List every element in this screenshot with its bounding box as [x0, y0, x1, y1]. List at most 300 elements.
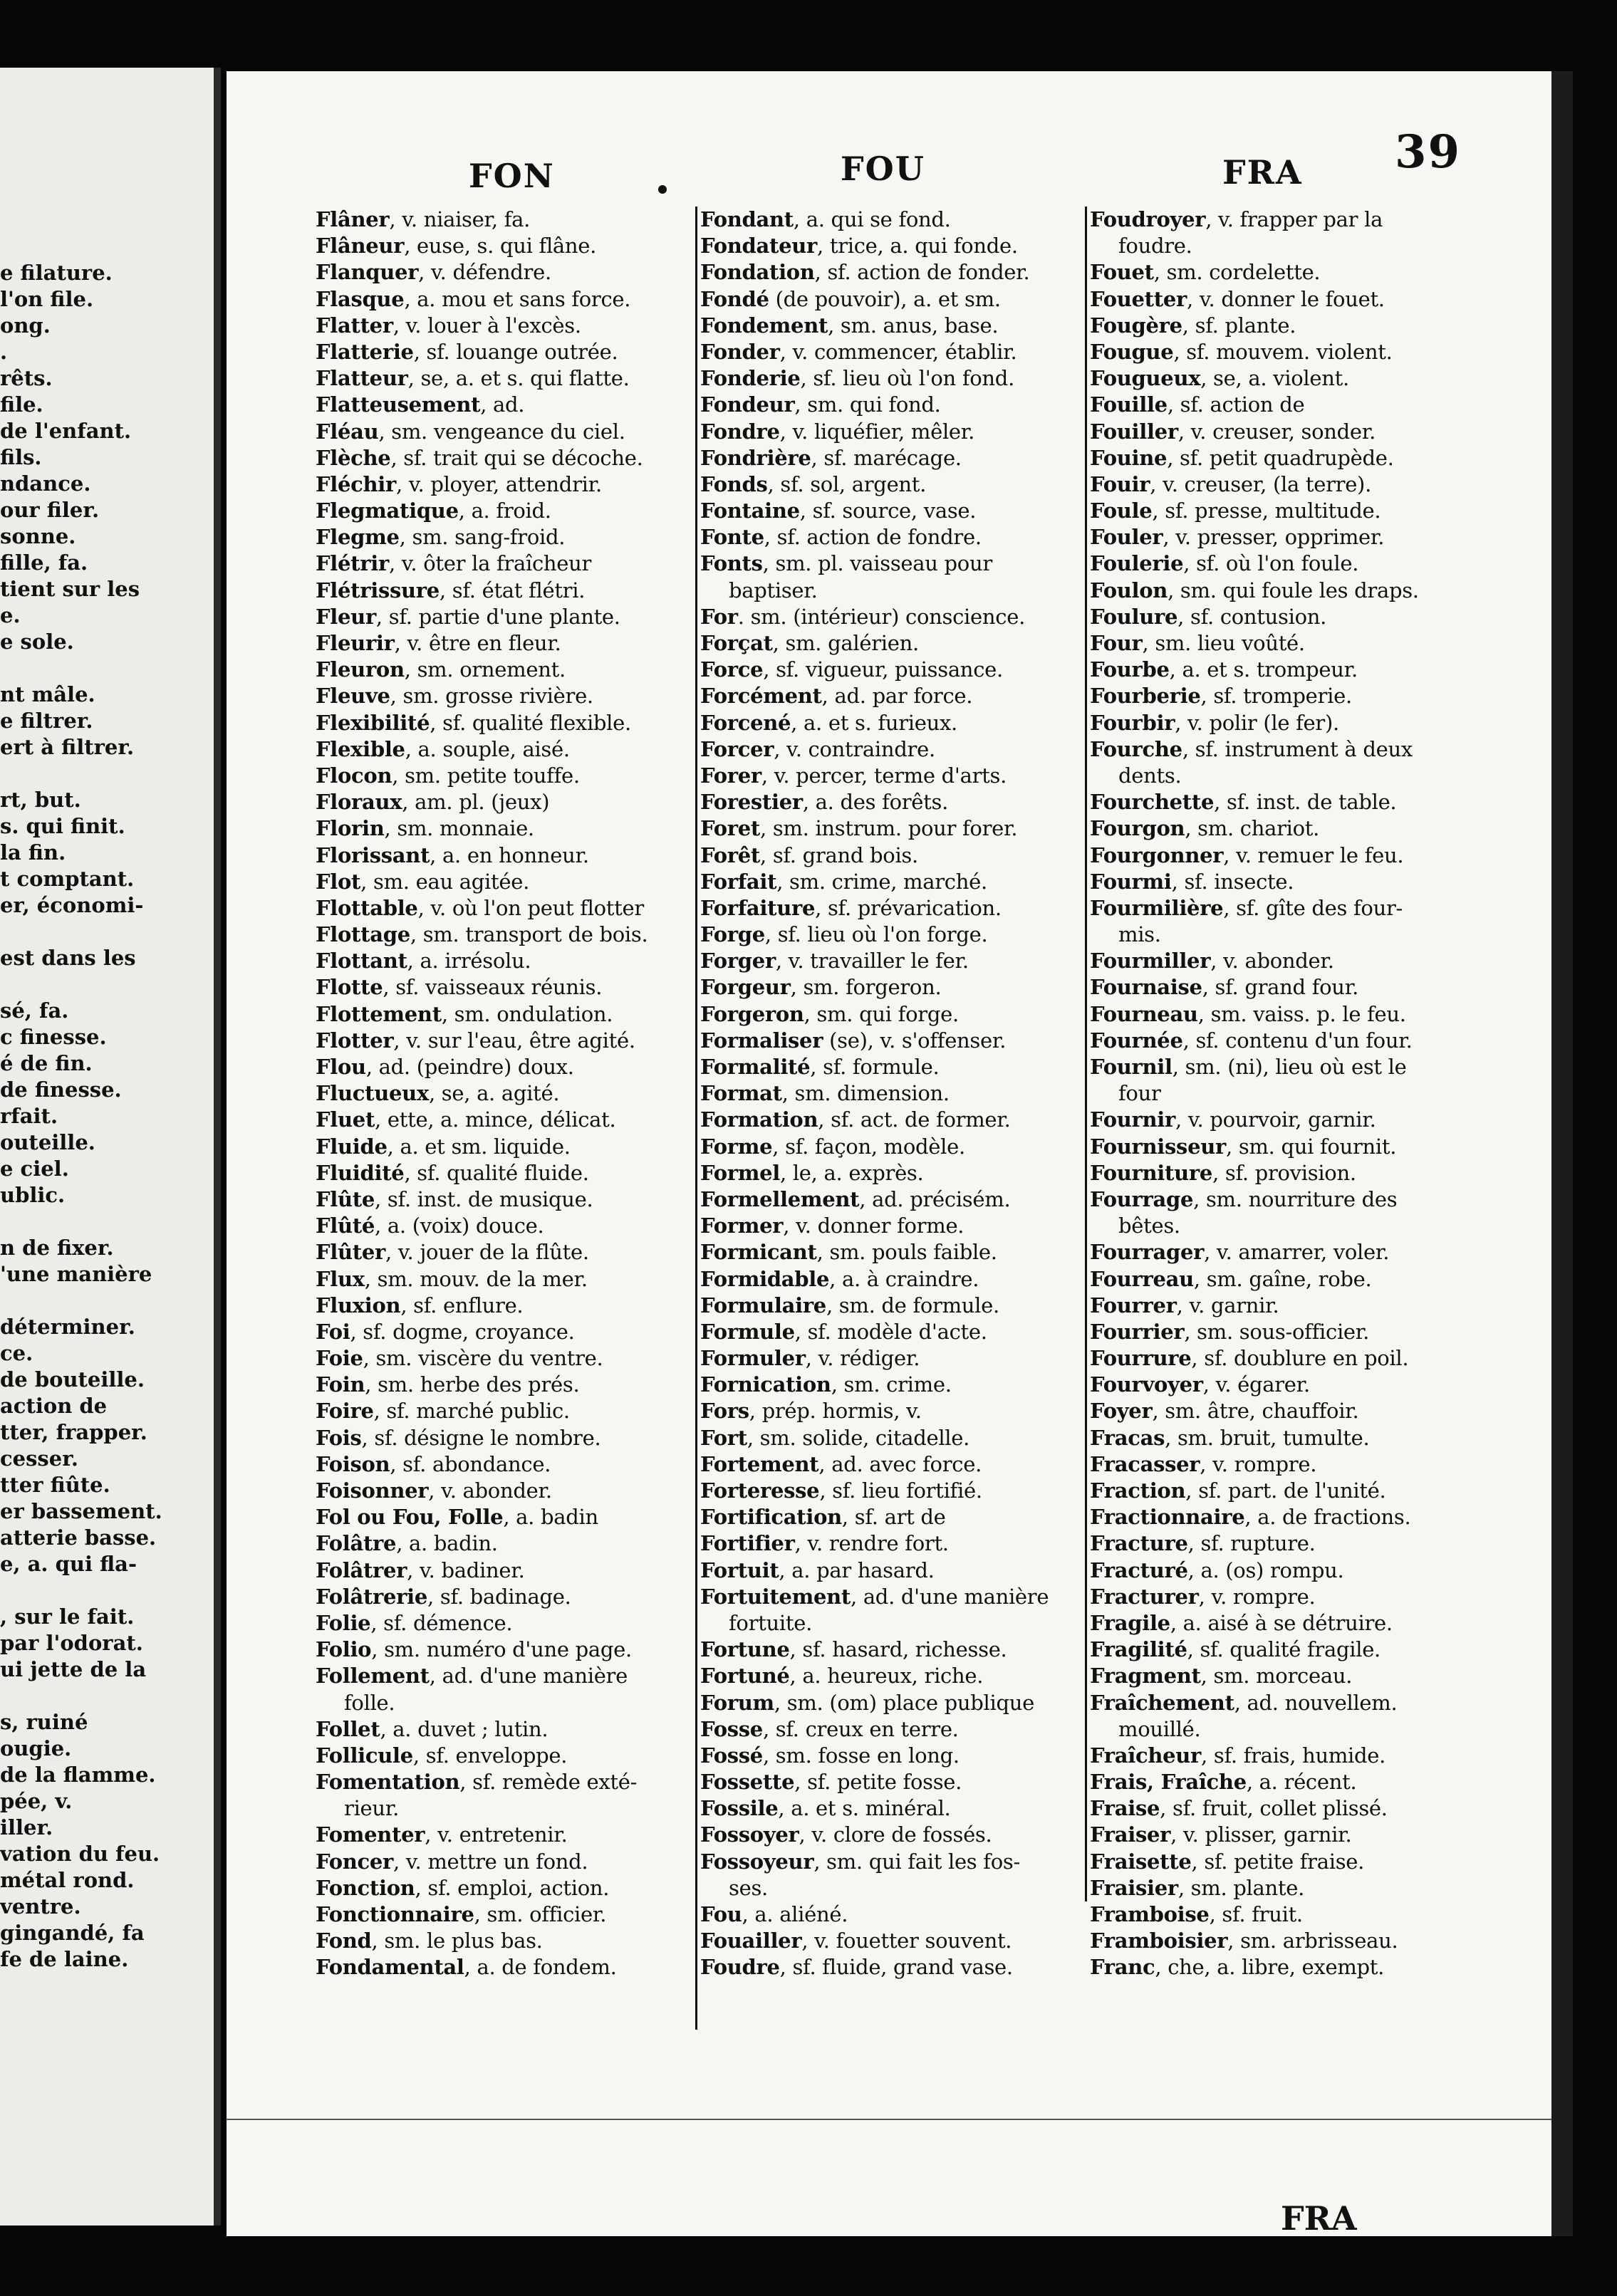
definition: , sm. pouls faible.: [816, 1240, 997, 1265]
headword: Flexibilité: [316, 710, 430, 735]
dictionary-entry: [316, 1610, 711, 1637]
dictionary-entry: [1090, 789, 1489, 815]
headword: Folâtrer: [316, 1557, 407, 1582]
dictionary-entry: [316, 1901, 711, 1928]
definition: , a. et s. minéral.: [778, 1796, 951, 1821]
dictionary-entry: [700, 1954, 1096, 1981]
definition: , sm. qui fait les fos-: [813, 1849, 1020, 1874]
headword: Forgeron: [700, 1001, 804, 1026]
dictionary-entry: [1090, 630, 1489, 657]
left-page-line: 'une manière: [0, 1262, 152, 1286]
definition: , a. de fondem.: [464, 1955, 617, 1980]
left-page-line: t comptant.: [0, 867, 135, 891]
dictionary-entry: [1090, 1557, 1489, 1584]
headword: Flottable: [316, 895, 418, 920]
definition: , sm. forgeron.: [790, 975, 942, 1000]
left-page-line: ventre.: [0, 1894, 81, 1919]
dictionary-entry: [316, 1769, 711, 1795]
left-page-line: de l'enfant.: [0, 419, 132, 443]
left-page-line: e filtrer.: [0, 709, 93, 733]
entry-continuation: [700, 1875, 1096, 1901]
headword: Follicule: [316, 1743, 413, 1768]
dictionary-entry: [1090, 842, 1489, 869]
definition: (de pouvoir), a. et sm.: [769, 286, 1001, 311]
headword: Fournisseur: [1090, 1134, 1226, 1159]
definition: , sf. presse, multitude.: [1152, 499, 1381, 523]
headword: Fort: [700, 1425, 747, 1450]
headword: Fosse: [700, 1716, 763, 1741]
headword: Flétrir: [316, 551, 389, 576]
headword: Flexible: [316, 736, 405, 761]
headword: Fossoyer: [700, 1822, 799, 1847]
definition: , a. irrésolu.: [407, 949, 531, 974]
headword: Flèche: [316, 445, 391, 470]
dictionary-entry: [316, 1319, 711, 1345]
headword: Fourgonner: [1090, 842, 1224, 867]
definition: , v. rompre.: [1198, 1584, 1316, 1609]
dictionary-entry: [700, 1478, 1096, 1504]
definition: , v. être en fleur.: [394, 631, 561, 655]
definition: , euse, s. qui flâne.: [404, 234, 597, 259]
dictionary-entry: [316, 974, 711, 1001]
headword: Formule: [700, 1319, 795, 1344]
headword: Fol ou Fou, Folle: [316, 1505, 504, 1530]
headword: Folie: [316, 1610, 371, 1635]
definition: , ad. avec force.: [818, 1451, 982, 1476]
dictionary-entry: [316, 1637, 711, 1663]
headword: Foudre: [700, 1955, 780, 1980]
definition: , sf. qualité fragile.: [1187, 1637, 1381, 1662]
headword: Fomentation: [316, 1770, 460, 1795]
definition: mouillé.: [1118, 1716, 1201, 1741]
definition: , sm. pl. vaisseau pour: [762, 551, 992, 576]
definition: , v. entretenir.: [425, 1822, 568, 1847]
dictionary-entry: [700, 1080, 1096, 1107]
headword: Foule: [1090, 499, 1153, 523]
definition: , sm. monnaie.: [384, 816, 534, 841]
headword: Fouille: [1090, 392, 1168, 417]
definition: , sf. marécage.: [811, 445, 962, 470]
definition: , ad. nouvellem.: [1234, 1690, 1398, 1715]
headword: Forteresse: [700, 1478, 820, 1503]
definition: , v. creuser, (la terre).: [1150, 471, 1371, 496]
dictionary-entry: [316, 657, 711, 683]
definition: , sf. petite fraise.: [1191, 1849, 1365, 1874]
headword: Foudroyer: [1090, 207, 1206, 231]
dictionary-entry: [1090, 657, 1489, 683]
headword: Force: [700, 657, 764, 682]
definition: , sf. inst. de table.: [1214, 790, 1397, 815]
left-page-line: de bouteille.: [0, 1367, 145, 1392]
dictionary-entry: [700, 657, 1096, 683]
definition: , a. récent.: [1246, 1770, 1357, 1795]
definition: , sf. désigne le nombre.: [361, 1425, 601, 1450]
headword: Fonderie: [700, 366, 801, 391]
dictionary-entry: [1090, 1610, 1489, 1637]
headword: Fléchir: [316, 471, 396, 496]
left-page-line: .: [0, 340, 8, 364]
definition: , sf. enveloppe.: [412, 1743, 568, 1768]
headword: Folio: [316, 1637, 372, 1662]
definition: , sf. fluide, grand vase.: [779, 1955, 1013, 1980]
headword: Fomenter: [316, 1822, 425, 1847]
dictionary-entry: [700, 498, 1096, 524]
definition: , v. jouer de la flûte.: [385, 1240, 589, 1265]
headword: Fossé: [700, 1743, 763, 1768]
headword: Fortuné: [700, 1664, 790, 1689]
dictionary-entry: [316, 1530, 711, 1557]
definition: , v. louer à l'excès.: [392, 313, 581, 338]
definition: , v. niaiser, fa.: [389, 207, 531, 231]
definition: , sm. fosse en long.: [762, 1743, 960, 1768]
footer-guide-word: FRA: [1281, 2199, 1357, 2236]
header-center-guide-word: FOU: [841, 150, 925, 188]
dictionary-entry: [700, 1186, 1096, 1213]
dictionary-entry: [1090, 1239, 1489, 1266]
headword: Fortification: [700, 1505, 842, 1530]
dictionary-entry: [1090, 1795, 1489, 1822]
headword: Fondamental: [316, 1955, 464, 1980]
dictionary-entry: [700, 286, 1096, 313]
headword: Fourberie: [1090, 684, 1201, 709]
dictionary-entry: [316, 1504, 711, 1530]
dictionary-entry: [700, 1160, 1096, 1186]
left-page-line: tter, frapper.: [0, 1420, 147, 1444]
dictionary-entry: [1090, 948, 1489, 974]
definition: , sf. formule.: [810, 1055, 940, 1079]
left-page-line: ndance.: [0, 471, 91, 496]
dictionary-entry: [700, 948, 1096, 974]
definition: , trice, a. qui fonde.: [817, 234, 1018, 259]
headword: Flâneur: [316, 234, 405, 259]
headword: Forum: [700, 1690, 774, 1715]
dictionary-entry: [316, 922, 711, 948]
headword: Fleur: [316, 604, 376, 629]
left-page-line: n de fixer.: [0, 1236, 114, 1260]
dictionary-entry: [700, 1028, 1096, 1054]
column-3: [1090, 207, 1489, 1981]
headword: Fluet: [316, 1107, 375, 1132]
dictionary-entry: [1090, 419, 1489, 445]
headword: Forcer: [700, 736, 774, 761]
left-page-line: déterminer.: [0, 1315, 135, 1339]
dictionary-entry: [700, 1239, 1096, 1266]
definition: , sf. état flétri.: [439, 578, 586, 602]
dictionary-entry: [1090, 974, 1489, 1001]
dictionary-entry: [1090, 1504, 1489, 1530]
headword: Flottant: [316, 949, 407, 974]
dictionary-entry: [700, 471, 1096, 498]
definition: , v. commencer, établir.: [779, 339, 1017, 364]
headword: Foulerie: [1090, 551, 1184, 576]
headword: Fourbir: [1090, 710, 1175, 735]
definition: , sf. fruit.: [1209, 1902, 1303, 1926]
left-page-line: ert à filtrer.: [0, 735, 135, 759]
headword: Fondation: [700, 260, 815, 285]
headword: Fourbe: [1090, 657, 1170, 682]
headword: Fouet: [1090, 260, 1154, 285]
dictionary-entry: [316, 1954, 711, 1981]
definition: , sf. part. de l'unité.: [1185, 1478, 1386, 1503]
definition: , v. défendre.: [418, 260, 551, 285]
column-divider-1: [695, 207, 697, 2030]
definition: , sf. lieu fortifié.: [819, 1478, 982, 1503]
definition: , sm. morceau.: [1200, 1664, 1353, 1689]
definition: , sf. tromperie.: [1200, 684, 1352, 709]
definition: , sf. trait qui se décoche.: [390, 445, 643, 470]
headword: Fourche: [1090, 736, 1182, 761]
definition: , sm. crime, marché.: [776, 869, 987, 894]
headword: Fortune: [700, 1637, 790, 1662]
headword: Formulaire: [700, 1293, 826, 1317]
left-page-line: rt, but.: [0, 788, 81, 812]
definition: , sm. âtre, chauffoir.: [1152, 1399, 1359, 1424]
definition: , sm. chariot.: [1185, 816, 1320, 841]
headword: Fourchette: [1090, 790, 1215, 815]
definition: foudre.: [1118, 234, 1192, 259]
definition: , a. (voix) douce.: [375, 1214, 544, 1238]
definition: , ette, a. mince, délicat.: [375, 1107, 616, 1132]
definition: , a. par hasard.: [779, 1557, 935, 1582]
dictionary-entry: [1090, 1530, 1489, 1557]
headword: For: [700, 604, 738, 629]
dictionary-entry: [316, 710, 711, 736]
left-page-line: [0, 1577, 214, 1604]
headword: Foulure: [1090, 604, 1178, 629]
definition: , sm. eau agitée.: [360, 869, 529, 894]
dictionary-entry: [700, 1849, 1096, 1875]
headword: Forçat: [700, 631, 773, 655]
headword: Fracture: [1090, 1531, 1188, 1556]
headword: Fondre: [700, 419, 780, 444]
dictionary-entry: [700, 233, 1096, 259]
definition: , v. pourvoir, garnir.: [1175, 1107, 1376, 1132]
headword: Fluctueux: [316, 1081, 429, 1106]
headword: Fortuitement: [700, 1584, 851, 1609]
definition: , a. souple, aisé.: [405, 736, 570, 761]
dictionary-entry: [700, 895, 1096, 922]
left-page-line: [0, 1683, 214, 1709]
dictionary-entry: [316, 524, 711, 550]
dictionary-entry: [316, 789, 711, 815]
headword: Flotte: [316, 975, 383, 1000]
headword: Fournaise: [1090, 975, 1202, 1000]
headword: Forêt: [700, 842, 760, 867]
definition: , sf. qualité flexible.: [430, 710, 631, 735]
definition: , v. clore de fossés.: [799, 1822, 992, 1847]
definition: , sm. qui fond.: [794, 392, 941, 417]
definition: , v. liquéfier, mêler.: [779, 419, 975, 444]
entry-continuation: [1090, 1213, 1489, 1239]
dictionary-entry: [700, 922, 1096, 948]
dictionary-entry: [316, 1293, 711, 1319]
headword: Fracasser: [1090, 1451, 1200, 1476]
left-page-line: rfait.: [0, 1104, 58, 1128]
headword: Folâtre: [316, 1531, 397, 1556]
dictionary-entry: [316, 1028, 711, 1054]
dictionary-entry: [700, 313, 1096, 339]
headword: Flocon: [316, 763, 392, 788]
headword: Fraîcheur: [1090, 1743, 1202, 1768]
definition: , a. et s. furieux.: [791, 710, 957, 735]
dictionary-entry: [700, 1001, 1096, 1028]
headword: Fouailler: [700, 1929, 802, 1953]
left-page-text: [0, 260, 214, 2055]
dictionary-entry: [316, 1398, 711, 1424]
definition: , v. presser, opprimer.: [1163, 525, 1385, 550]
definition: , sm. cordelette.: [1153, 260, 1321, 285]
definition: , sf. frais, humide.: [1201, 1743, 1386, 1768]
dictionary-entry: [1090, 1054, 1489, 1080]
dictionary-entry: [1090, 207, 1489, 233]
definition: , sm. galérien.: [772, 631, 919, 655]
definition: , sf. modèle d'acte.: [794, 1319, 987, 1344]
definition: , a. aisé à se détruire.: [1170, 1610, 1393, 1635]
definition: , a. et s. trompeur.: [1169, 657, 1358, 682]
definition: , sm. mouv. de la mer.: [364, 1266, 588, 1291]
definition: , sf. art de: [841, 1505, 946, 1530]
dictionary-entry: [1090, 1928, 1489, 1954]
dictionary-entry: [1090, 1849, 1489, 1875]
headword: Fournée: [1090, 1028, 1183, 1053]
definition: , ad. (peindre) doux.: [365, 1055, 574, 1079]
definition: , sm. ondulation.: [441, 1001, 613, 1026]
dictionary-entry: [1090, 498, 1489, 524]
dictionary-entry: [700, 1504, 1096, 1530]
definition: , se, a. agité.: [428, 1081, 560, 1106]
headword: Fouir: [1090, 471, 1150, 496]
headword: Fourrager: [1090, 1240, 1205, 1265]
dictionary-entry: [316, 1345, 711, 1372]
definition: , v. ployer, attendrir.: [396, 471, 602, 496]
definition: , a. badin.: [396, 1531, 498, 1556]
left-page-line: vation du feu.: [0, 1842, 160, 1866]
dictionary-entry: [316, 498, 711, 524]
dictionary-entry: [1090, 604, 1489, 630]
definition: , sf. lieu où l'on forge.: [764, 922, 988, 947]
dictionary-entry: [700, 1795, 1096, 1822]
headword: Framboise: [1090, 1902, 1210, 1926]
dictionary-entry: [1090, 1372, 1489, 1398]
dictionary-entry: [700, 392, 1096, 418]
dictionary-entry: [316, 207, 711, 233]
headword: Formellement: [700, 1186, 860, 1211]
definition: , ad.: [480, 392, 525, 417]
dictionary-entry: [316, 736, 711, 763]
left-page-line: , sur le fait.: [0, 1604, 135, 1629]
definition: baptiser.: [729, 578, 818, 602]
dictionary-entry: [316, 1928, 711, 1954]
dictionary-entry: [316, 1134, 711, 1160]
headword: Fontaine: [700, 499, 800, 523]
definition: , a. et sm. liquide.: [387, 1134, 571, 1159]
definition: , sf. petite fosse.: [794, 1770, 962, 1795]
left-page-line: cesser.: [0, 1446, 78, 1471]
dictionary-entry: [1090, 1266, 1489, 1293]
headword: Fourmiller: [1090, 949, 1211, 974]
headword: Fracturer: [1090, 1584, 1199, 1609]
dictionary-entry: [316, 1875, 711, 1901]
dictionary-entry: [1090, 313, 1489, 339]
definition: , prép. hormis, v.: [749, 1399, 922, 1424]
definition: , sm. crime.: [831, 1372, 952, 1397]
headword: Fleurir: [316, 631, 395, 655]
definition: mis.: [1118, 922, 1161, 947]
left-page-line: action de: [0, 1394, 108, 1418]
headword: Fourrier: [1090, 1319, 1185, 1344]
dictionary-entry: [1090, 736, 1489, 763]
definition: , v. rédiger.: [805, 1346, 920, 1371]
definition: , v. remuer le feu.: [1223, 842, 1404, 867]
headword: Flux: [316, 1266, 365, 1291]
definition: , sm. dimension.: [781, 1081, 950, 1106]
headword: Foulon: [1090, 578, 1168, 602]
headword: Formidable: [700, 1266, 830, 1291]
dictionary-entry: [700, 763, 1096, 789]
left-page-line: la fin.: [0, 840, 66, 865]
definition: , a. aliéné.: [742, 1902, 848, 1926]
headword: Flûté: [316, 1214, 375, 1238]
definition: , v. mettre un fond.: [393, 1849, 588, 1874]
definition: , sf. où l'on foule.: [1183, 551, 1359, 576]
dictionary-entry: [1090, 1901, 1489, 1928]
definition: , sf. mouvem. violent.: [1173, 339, 1393, 364]
definition: , sm. nourriture des: [1193, 1186, 1398, 1211]
dictionary-entry: [700, 1901, 1096, 1928]
dictionary-entry: [316, 286, 711, 313]
headword: Formuler: [700, 1346, 806, 1371]
headword: Flou: [316, 1055, 366, 1079]
definition: , sm. herbe des prés.: [365, 1372, 580, 1397]
headword: Fortuit: [700, 1557, 779, 1582]
headword: Fors: [700, 1399, 749, 1424]
dictionary-entry: [316, 445, 711, 471]
definition: , a. à craindre.: [829, 1266, 979, 1291]
headword: Fleuve: [316, 684, 390, 709]
left-page-line: sé, fa.: [0, 998, 69, 1023]
definition: , a. des forêts.: [802, 790, 949, 815]
definition: , sf. marché public.: [373, 1399, 570, 1424]
left-page-line: é de fin.: [0, 1051, 93, 1075]
definition: , sm. vengeance du ciel.: [378, 419, 625, 444]
definition: , sm. petite touffe.: [392, 763, 580, 788]
definition: , sm. sang-froid.: [399, 525, 566, 550]
definition: , sf. abondance.: [390, 1451, 551, 1476]
header-right-guide-word: FRA: [1222, 153, 1303, 192]
headword: Flûte: [316, 1186, 375, 1211]
dictionary-entry: [700, 1637, 1096, 1663]
headword: Flatteusement: [316, 392, 481, 417]
headword: Fourmilière: [1090, 895, 1224, 920]
dictionary-entry: [1090, 286, 1489, 313]
headword: Fraiser: [1090, 1822, 1171, 1847]
dictionary-entry: [700, 815, 1096, 842]
headword: Flottement: [316, 1001, 442, 1026]
definition: , a. en honneur.: [430, 842, 589, 867]
headword: Forfaiture: [700, 895, 816, 920]
entry-continuation: [700, 578, 1096, 604]
headword: Formicant: [700, 1240, 817, 1265]
left-page-line: e ciel.: [0, 1157, 69, 1181]
headword: Foi: [316, 1319, 350, 1344]
headword: Fourrage: [1090, 1186, 1194, 1211]
headword: Foret: [700, 816, 760, 841]
dictionary-entry: [700, 207, 1096, 233]
entry-continuation: [1090, 1716, 1489, 1743]
dictionary-entry: [316, 1001, 711, 1028]
left-page-line: ublic.: [0, 1183, 66, 1207]
dictionary-entry: [700, 1530, 1096, 1557]
